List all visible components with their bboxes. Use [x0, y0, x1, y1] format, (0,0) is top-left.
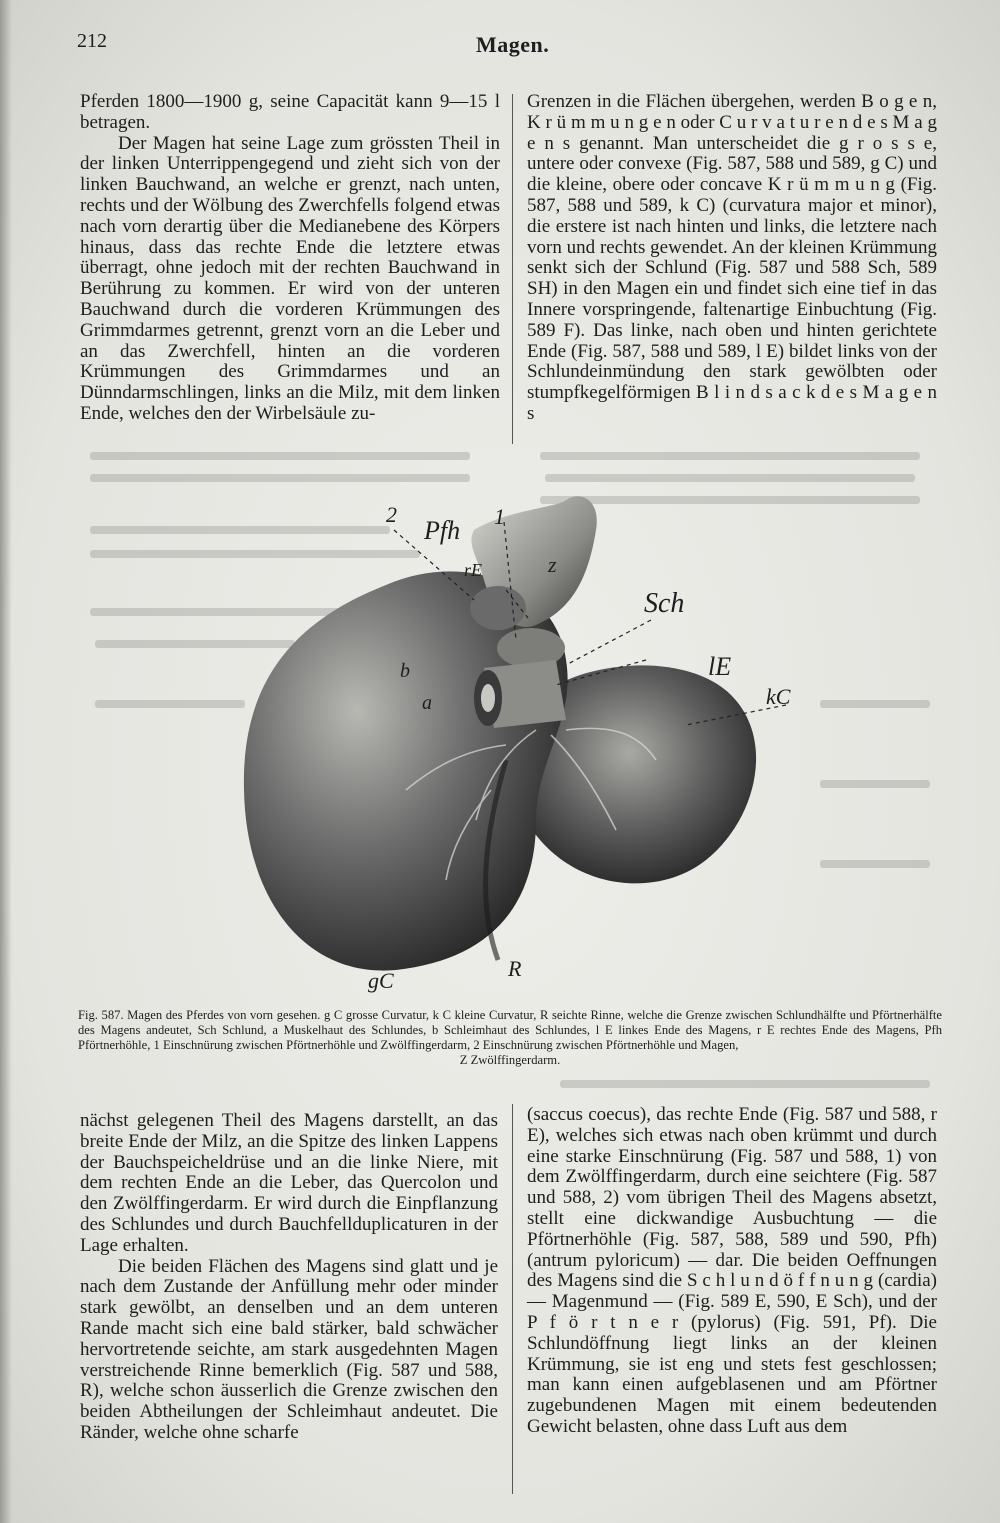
- paragraph: Grenzen in die Flächen übergehen, werden B o g e n, K r ü m m u n g e n oder C u r v a t u r e n d e s M a g e n s genannt. Man unterscheidet die g r o s s e, untere oder convexe (Fig. 587, 588 und 589, g C) und die kleine, obere oder concave K r ü m m u n g (Fig. 587, 588 und 589, k C) (curvatura major et minor), die erstere ist nach hinten und links, die letztere nach vorn und rechts gewendet. An der kleinen Krümmung senkt sich der Schlund (Fig. 587 und 588 Sch, 589 SH) in den Magen ein und findet sich eine tief in das Innere vorspringende, faltenartige Einbuchtung (Fig. 589 F). Das linke, nach oben und hinten gerichtete Ende (Fig. 587, 588 und 589, l E) bildet links von der Schlundeinmündung den stark gewölbten oder stumpfkegelförmigen B l i n d s a c k d e s M a g e n s: [527, 91, 937, 424]
- figure-label-re: rE: [464, 560, 482, 580]
- figure-label-b: b: [400, 660, 410, 682]
- paragraph: Pferden 1800—1900 g, seine Capacität kann 9—15 l betragen.: [80, 91, 500, 133]
- paragraph: nächst gelegenen Theil des Magens darstellt, an das breite Ende der Milz, an die Spitze des linken Lappens der Bauchspeicheldrüse und an die linke Niere, mit dem rechten Ende an die Leber, das Quercolon und den Zwölffingerdarm. Er wird durch die Einpflanzung des Schlundes und durch Bauchfellduplicaturen in der Lage erhalten.: [80, 1110, 498, 1256]
- column-rule: [512, 94, 513, 444]
- column-rule: [512, 1104, 513, 1494]
- column-bottom-left: [80, 1111, 498, 1444]
- figure-label-2: 2: [386, 502, 397, 527]
- gutter-shadow: [0, 0, 12, 1523]
- paragraph: (saccus coecus), das rechte Ende (Fig. 587 und 588, r E), welches sich etwas nach oben krümmt und durch eine starke Einschnürung (Fig. 587 und 588, 1) von dem Zwölffingerdarm, durch eine seichtere (Fig. 587 und 588, 2) vom übrigen Theil des Magens absetzt, stellt eine dickwandige Ausbuchtung — die Pförtnerhöhle (Fig. 587, 588, 589 und 590, Pfh) (antrum pyloricum) — dar. Die beiden Oeffnungen des Magens sind die S c h l u n d ö f f n u n g (cardia) — Magenmund — (Fig. 589 E, 590, E Sch), und der P f ö r t n e r (pylorus) (Fig. 591, Pf). Die Schlundöffnung liegt links an der kleinen Krümmung, sie ist eng und stets fest geschlossen; man kann einen aufgeblasenen und am Pförtner zugebundenen Magen mit einem bedeutenden Gewicht belasten, ohne dass Luft aus dem: [527, 1104, 937, 1437]
- stomach-illustration: [236, 490, 796, 990]
- paragraph: Die beiden Flächen des Magens sind glatt und je nach dem Zustande der Anfüllung mehr oder minder stark gewölbt, an denselben und an dem unteren Rande macht sich eine bald stärker, bald schwächer hervortretende seichte, am stark ausgedehnten Magen verstreichende Rinne bemerklich (Fig. 587 und 588, R), welche schon äusserlich die Grenze zwischen den beiden Abtheilungen der Schleimhaut andeutet. Die Ränder, welche ohne scharfe: [80, 1255, 498, 1443]
- column-bottom-right: [527, 1105, 937, 1438]
- figure-label-a: a: [422, 692, 432, 714]
- figure-label-sch: Sch: [644, 588, 685, 619]
- figure-label-gc: gC: [368, 968, 394, 993]
- figure-label-z: z: [548, 552, 557, 577]
- page-number: 212: [77, 30, 107, 52]
- figure-caption: [78, 1008, 942, 1068]
- figure-label-kc: kC: [766, 684, 791, 709]
- column-top-right: [527, 92, 937, 425]
- figure-label-pfh: Pfh: [424, 516, 461, 545]
- figure-587-stomach: [236, 490, 796, 993]
- figure-label-le: lE: [708, 652, 732, 681]
- running-head: Magen.: [476, 32, 550, 57]
- column-top-left: [80, 92, 500, 425]
- figure-label-r: R: [508, 956, 522, 981]
- paragraph: Der Magen hat seine Lage zum grössten Theil in der linken Unterrippengegend und zieht sich von der linken Bauchwand, an welche er grenzt, nach unten, rechts und der Wölbung des Zwerchfells folgend etwas nach vorn derartig über die Medianebene des Körpers hinaus, dass das rechte Ende die letztere etwas überragt, ohne jedoch mit der rechten Bauchwand in Berührung zu kommen. Er wird von der unteren Bauchwand durch die vorderen Krümmungen des Grimmdarmes getrennt, grenzt vorn an die Leber und an das Zwerchfell, hinten an die vorderen Krümmungen des Grimmdarmes und an Dünndarmschlingen, links an die Milz, mit dem linken Ende, welches den der Wirbelsäule zu-: [80, 132, 500, 424]
- caption-text: Fig. 587. Magen des Pferdes von vorn gesehen. g C grosse Curvatur, k C kleine Curvatur, R seichte Rinne, welche die Grenze zwischen Schlundhälfte und Pförtnerhälfte des Magens andeutet, Sch Schlund, a Muskelhaut des Schlundes, b Schleimhaut des Schlundes, l E linkes Ende des Magens, r E rechtes Ende des Magens, Pfh Pförtnerhöhle, 1 Einschnürung zwischen Pförtnerhöhle und Zwölffingerdarm, 2 Einschnürung zwischen Pförtnerhöhle und Magen,: [78, 1008, 942, 1052]
- caption-text-last: Z Zwölffingerdarm.: [459, 1053, 561, 1067]
- figure-label-1: 1: [494, 504, 505, 529]
